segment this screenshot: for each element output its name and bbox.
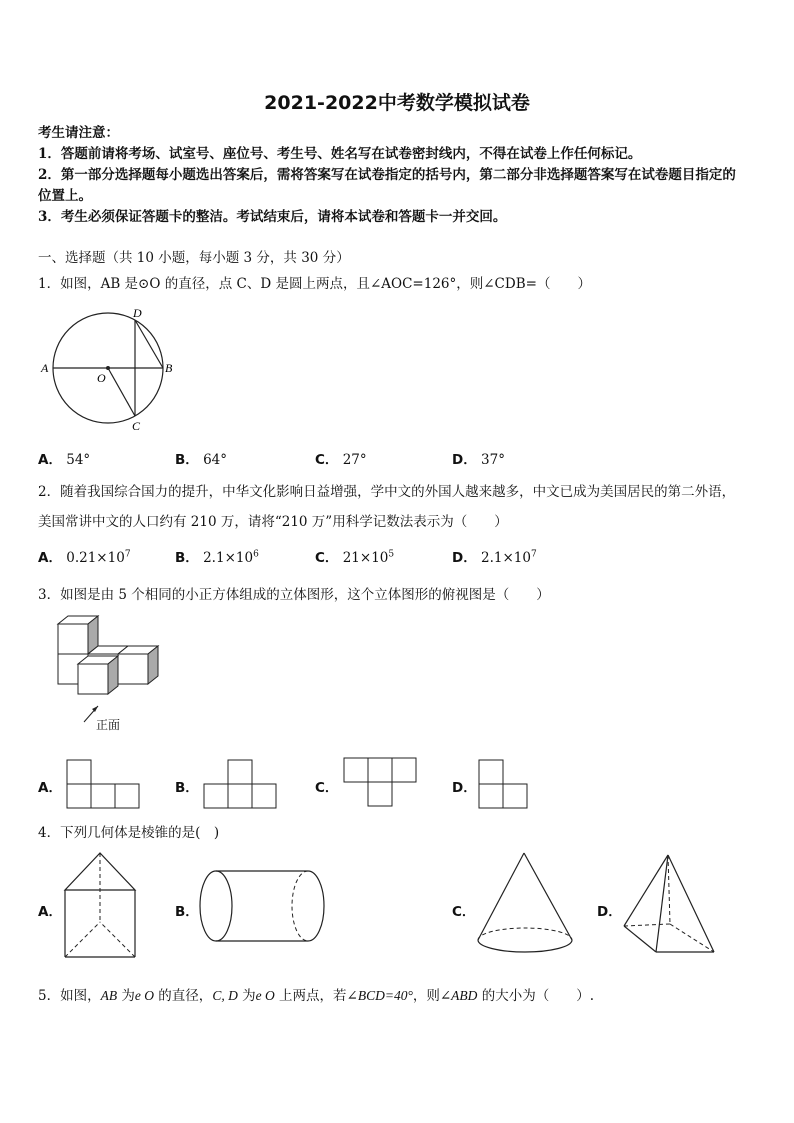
q2-option-a[interactable]: A． $0.21\times 10^7$ [38, 549, 131, 566]
q4-option-a[interactable]: A． [38, 904, 62, 920]
chord-db [135, 320, 163, 368]
label-a: A [41, 361, 49, 375]
q4-option-b-cylinder [198, 868, 328, 944]
q5-stem: 5．如图，AB 为e O 的直径，C, D 为e O 上两点，若∠BCD=40°，则∠ABD 的大小为（ ）. [38, 988, 595, 1004]
q3-option-a-figure [66, 759, 140, 809]
label-o: O [97, 371, 106, 385]
q4-option-c-cone [474, 850, 584, 958]
q2-option-c[interactable]: C． $21\times 10^5$ [315, 549, 395, 566]
q4-option-b[interactable]: B． [175, 904, 199, 920]
q4-option-a-prism [60, 850, 142, 962]
q1-option-d[interactable]: D． 37° [452, 452, 505, 468]
q3-option-c[interactable]: C． [315, 780, 339, 796]
q2-option-b[interactable]: B． $2.1\times 10^6$ [175, 549, 259, 566]
q3-stem: 3．如图是由 5 个相同的小正方体组成的立体图形，这个立体图形的俯视图是（ ） [38, 587, 550, 603]
q4-option-d-pyramid [620, 852, 720, 960]
q3-option-b-figure [203, 759, 277, 809]
center-o [106, 366, 110, 370]
q3-option-b[interactable]: B． [175, 780, 199, 796]
front-label: 正面 [96, 718, 121, 732]
q4-option-d[interactable]: D． [597, 904, 622, 920]
q3-option-c-figure [343, 757, 417, 807]
label-d: D [133, 306, 142, 320]
notice-item-1: 1．答题前请将考场、试室号、座位号、考生号、姓名写在试卷密封线内，不得在试卷上作任何标记。 [38, 146, 642, 162]
notice-item-2: 2．第一部分选择题每小题选出答案后，需将答案写在试卷指定的括号内，第二部分非选择题答案写在试卷题目指定的 [38, 167, 736, 183]
q1-circle-figure [38, 300, 188, 435]
notice-item-2-cont: 位置上。 [38, 188, 92, 204]
q1-stem: 1．如图，AB 是⊙O 的直径，点 C、D 是圆上两点，且∠AOC=126°，则∠CDB=（ ） [38, 276, 591, 292]
notice-heading: 考生请注意： [38, 125, 119, 141]
radius-oc [108, 368, 135, 416]
q3-option-d-figure [478, 759, 530, 809]
label-b: B [165, 361, 173, 375]
q1-option-a[interactable]: A． 54° [38, 452, 91, 468]
notice-item-3: 3．考生必须保证答题卡的整洁。考试结束后，请将本试卷和答题卡一并交回。 [38, 209, 507, 225]
q4-option-c[interactable]: C． [452, 904, 476, 920]
page-title: 2021-2022中考数学模拟试卷 [264, 92, 530, 114]
q2-stem-line2: 美国常讲中文的人口约有 210 万，请将“210 万”用科学记数法表示为（ ） [38, 514, 508, 530]
label-c: C [132, 419, 141, 433]
section-heading: 一、选择题（共 10 小题，每小题 3 分，共 30 分） [38, 250, 350, 266]
q3-option-a[interactable]: A． [38, 780, 62, 796]
q4-stem: 4．下列几何体是棱锥的是( ) [38, 825, 220, 841]
q1-option-b[interactable]: B． 64° [175, 452, 228, 468]
q2-stem-line1: 2．随着我国综合国力的提升，中华文化影响日益增强，学中文的外国人越来越多，中文已成为美国居民的第二外语， [38, 484, 736, 500]
q2-option-d[interactable]: D． $2.1\times 10^7$ [452, 549, 537, 566]
q3-option-d[interactable]: D． [452, 780, 477, 796]
q1-option-c[interactable]: C． 27° [315, 452, 367, 468]
